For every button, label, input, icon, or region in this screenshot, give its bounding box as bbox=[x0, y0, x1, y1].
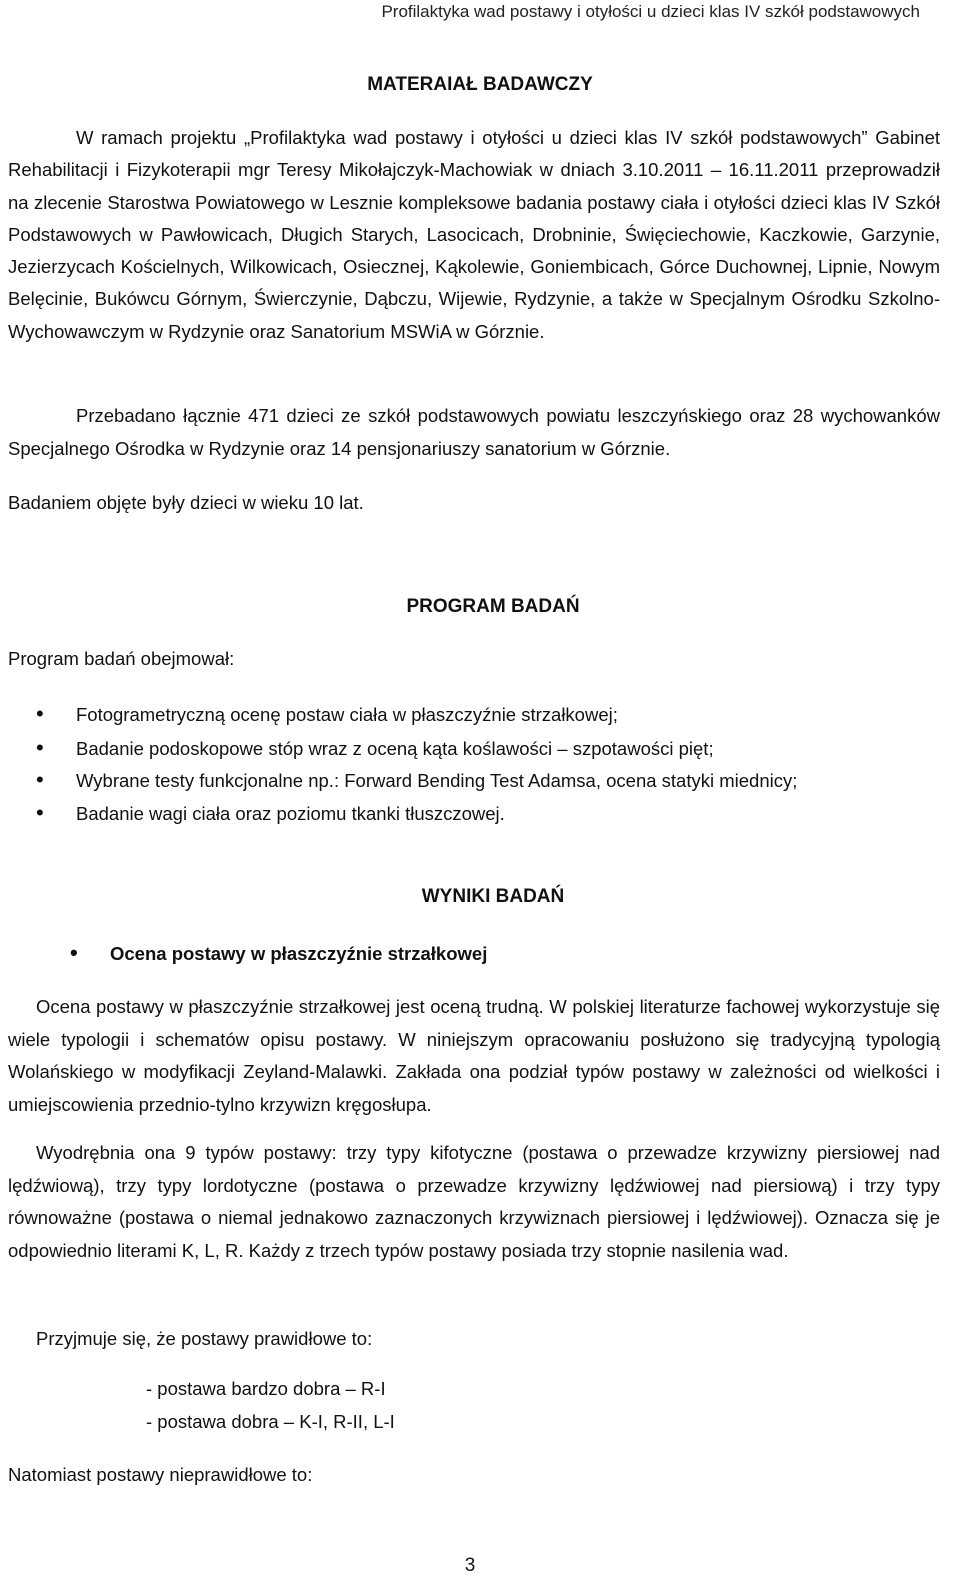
running-header: Profilaktyka wad postawy i otyłości u dzieci klas IV szkół podstawowych bbox=[381, 2, 920, 21]
bullet-icon: • bbox=[36, 800, 44, 825]
program-list-item: • Wybrane testy funkcjonalne np.: Forward Bending Test Adamsa, ocena statyki miednicy; bbox=[36, 767, 798, 792]
bullet-icon: • bbox=[36, 767, 44, 792]
correct-posture-item: - postawa bardzo dobra – R-I bbox=[146, 1378, 386, 1399]
results-paragraph-1: Ocena postawy w płaszczyźnie strzałkowej jest oceną trudną. W polskiej literaturze fachowej wykorzystuje się wiele typologii i schematów opisu postawy. W niniejszym opracowaniu posłużono się tradycyjną typologią Wolańskiego w modyfikacji Zeyland-Malawki. Zakłada ona podział typów postawy w zależności od wielkości i umiejscowienia przednio-tylno krzywizn kręgosłupa. bbox=[8, 996, 940, 1115]
section-title-results: WYNIKI BADAŃ bbox=[421, 886, 565, 907]
bullet-icon: • bbox=[36, 735, 44, 760]
program-list-item: • Badanie wagi ciała oraz poziomu tkanki tłuszczowej. bbox=[36, 800, 505, 825]
incorrect-posture-intro: Natomiast postawy nieprawidłowe to: bbox=[8, 1464, 313, 1485]
correct-posture-item: - postawa dobra – K-I, R-II, L-I bbox=[146, 1411, 395, 1432]
bullet-icon: • bbox=[70, 940, 78, 965]
program-list-item: • Badanie podoskopowe stóp wraz z oceną kąta koślawości – szpotawości pięt; bbox=[36, 735, 714, 760]
page-number: 3 bbox=[464, 1555, 476, 1576]
section-title-material: MATERAIAŁ BADAWCZY bbox=[367, 74, 593, 95]
material-paragraph-3: Badaniem objęte były dzieci w wieku 10 lat. bbox=[8, 492, 364, 513]
correct-posture-intro: Przyjmuje się, że postawy prawidłowe to: bbox=[36, 1328, 373, 1349]
results-paragraph-2: Wyodrębnia ona 9 typów postawy: trzy typy kifotyczne (postawa o przewadze krzywizny piersiowej nad lędźwiową), trzy typy lordotyczne (postawa o przewadze krzywizny lędźwiowej nad piersiową) i trzy typy równoważne (postawa o niemal jednakowo zaznaczonych krzywiznach piersiowej i lędźwiowej). Oznacza się je odpowiednio literami K, L, R. Każdy z trzech typów postawy posiada trzy stopnie nasilenia wad. bbox=[8, 1142, 940, 1261]
program-list-item: • Fotogrametryczną ocenę postaw ciała w płaszczyźnie strzałkowej; bbox=[36, 701, 618, 726]
bullet-icon: • bbox=[36, 701, 44, 726]
program-intro: Program badań obejmował: bbox=[8, 648, 235, 669]
material-paragraph-2: Przebadano łącznie 471 dzieci ze szkół podstawowych powiatu leszczyńskiego oraz 28 wychowanków Specjalnego Ośrodka w Rydzynie oraz 14 pensjonariuszy sanatorium w Górznie. bbox=[8, 405, 940, 459]
material-paragraph-1: W ramach projektu „Profilaktyka wad postawy i otyłości u dzieci klas IV szkół podstawowych” Gabinet Rehabilitacji i Fizykoterapii mgr Teresy Mikołajczyk-Machowiak w dniach 3.10.2011 – 16.11.2011 przeprowadził na zlecenie Starostwa Powiatowego w Lesznie kompleksowe badania postawy ciała i otyłości dzieci klas IV Szkół Podstawowych w Pawłowicach, Długich Starych, Lasocicach, Drobninie, Święciechowie, Kaczkowie, Garzynie, Jezierzycach Kościelnych, Wilkowicach, Osiecznej, Kąkolewie, Goniembicach, Górce Duchownej, Lipnie, Nowym Belęcinie, Bukówcu Górnym, Świerczynie, Dąbczu, Wijewie, Rydzynie, a także w Specjalnym Ośrodku Szkolno-Wychowawczym w Rydzynie oraz Sanatorium MSWiA w Górznie. bbox=[8, 127, 940, 342]
section-title-program: PROGRAM BADAŃ bbox=[406, 596, 580, 617]
results-subheading: • Ocena postawy w płaszczyźnie strzałkowej bbox=[70, 940, 488, 965]
